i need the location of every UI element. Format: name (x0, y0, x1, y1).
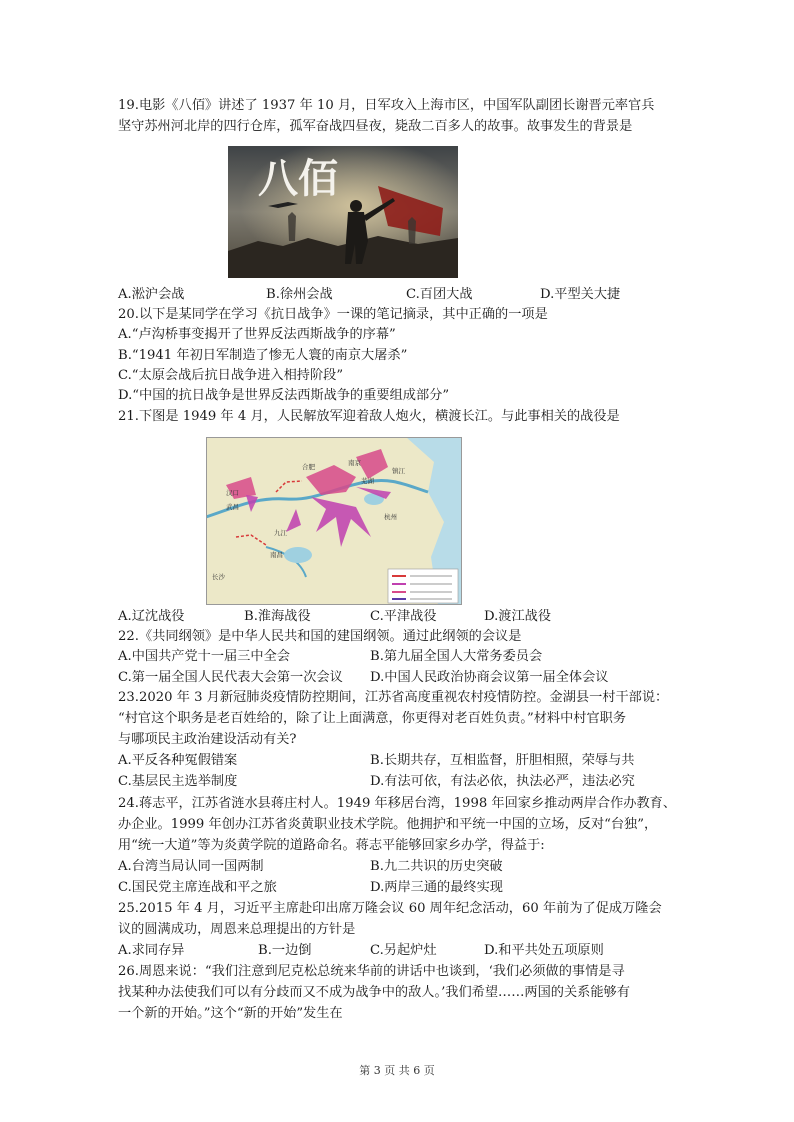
q24-stem-line-1: 24.蒋志平，江苏省涟水县蒋庄村人。1949 年移居台湾，1998 年回家乡推动两岸合作办教育、 (118, 796, 677, 811)
q24-stem-line-3: 用“统一大道”等为炎黄学院的道路命名。蒋志平能够回家乡办学，得益于: (118, 838, 545, 853)
q22-option-b[interactable]: B.第九届全国人大常务委员会 (370, 649, 543, 664)
map-label-jiujiang: 九江 (274, 529, 287, 537)
q19-stem-line-1: 19.电影《八佰》讲述了 1937 年 10 月，日军攻入上海市区，中国军队副团长谢晋元率官兵 (118, 98, 655, 113)
q21-option-d[interactable]: D.渡江战役 (484, 609, 552, 624)
q23-stem-line-3: 与哪项民主政治建设活动有关? (118, 732, 297, 747)
q21-option-a[interactable]: A.辽沈战役 (118, 609, 185, 624)
poster-title: 八佰 (258, 155, 338, 202)
q26-stem-line-2: 找某种办法使我们可以有分歧而又不成为战争中的敌人。’我们希望……两国的关系能够有 (118, 985, 630, 1000)
q26-stem-line-1: 26.周恩来说：“我们注意到尼克松总统来华前的讲话中也谈到，‘我们必须做的事情是寻 (118, 964, 625, 979)
q19-option-d[interactable]: D.平型关大捷 (540, 287, 621, 302)
q20-stem: 20.以下是某同学在学习《抗日战争》一课的笔记摘录，其中正确的一项是 (118, 307, 548, 322)
q19-option-b[interactable]: B.徐州会战 (266, 287, 333, 302)
q22-option-d[interactable]: D.中国人民政治协商会议第一届全体会议 (370, 670, 609, 685)
map-label-nanchang: 南昌 (270, 551, 283, 559)
q25-stem-line-1: 25.2015 年 4 月，习近平主席赴印出席万隆会议 60 周年纪念活动，60 年前为了促成万隆会 (118, 901, 662, 916)
q24-option-b[interactable]: B.九二共识的历史突破 (370, 859, 503, 874)
q24-option-d[interactable]: D.两岸三通的最终实现 (370, 880, 503, 895)
q22-option-a[interactable]: A.中国共产党十一届三中全会 (118, 649, 290, 664)
q19-stem-line-2: 坚守苏州河北岸的四行仓库，孤军奋战四昼夜，毙敌二百多人的故事。故事发生的背景是 (118, 119, 633, 134)
poster-graphic (228, 146, 458, 278)
movie-poster-image (228, 146, 458, 278)
q23-stem-line-1: 23.2020 年 3 月新冠肺炎疫情防控期间，江苏省高度重视农村疫情防控。金湖县一村干部说： (118, 690, 669, 705)
q20-option-c[interactable]: C.“太原会战后抗日战争进入相持阶段” (118, 368, 344, 383)
q20-option-b[interactable]: B.“1941 年初日军制造了惨无人寰的南京大屠杀” (118, 348, 408, 363)
crossing-river-map (206, 437, 462, 605)
q23-option-b[interactable]: B.长期共存，互相监督，肝胆相照，荣辱与共 (370, 753, 635, 768)
map-label-changsha: 长沙 (212, 573, 225, 581)
map-graphic (206, 437, 462, 605)
q24-option-a[interactable]: A.台湾当局认同一国两制 (118, 859, 264, 874)
q25-option-b[interactable]: B.一边倒 (258, 943, 312, 958)
map-label-hankou: 汉口 (226, 489, 239, 497)
q20-option-a[interactable]: A.“卢沟桥事变揭开了世界反法西斯战争的序幕” (118, 327, 396, 342)
map-label-hangzhou: 杭州 (384, 513, 397, 521)
q21-option-c[interactable]: C.平津战役 (370, 609, 437, 624)
q22-option-c[interactable]: C.第一届全国人民代表大会第一次会议 (118, 670, 343, 685)
map-label-wuchang: 武昌 (226, 503, 239, 511)
q22-stem: 22.《共同纲领》是中华人民共和国的建国纲领。通过此纲领的会议是 (118, 629, 522, 644)
q25-option-a[interactable]: A.求同存异 (118, 943, 185, 958)
q19-option-a[interactable]: A.淞沪会战 (118, 287, 185, 302)
q23-option-c[interactable]: C.基层民主选举制度 (118, 774, 238, 789)
q25-option-d[interactable]: D.和平共处五项原则 (484, 943, 604, 958)
q26-stem-line-3: 一个新的开始。”这个“新的开始”发生在 (118, 1006, 343, 1021)
q21-option-b[interactable]: B.淮海战役 (244, 609, 311, 624)
q23-option-d[interactable]: D.有法可依，有法必依，执法必严，违法必究 (370, 774, 635, 789)
map-label-wuhu: 芜湖 (361, 477, 374, 485)
q23-option-a[interactable]: A.平反各种冤假错案 (118, 753, 238, 768)
q24-option-c[interactable]: C.国民党主席连战和平之旅 (118, 880, 277, 895)
map-label-nanjing: 南京 (348, 459, 361, 467)
q23-stem-line-2: “村官这个职务是老百姓给的，除了让上面满意，你更得对老百姓负责。”材料中村官职务 (118, 711, 627, 726)
map-label-hefei: 合肥 (302, 463, 315, 471)
map-label-zhenjiang: 镇江 (392, 467, 405, 475)
map-legend (388, 569, 458, 603)
q25-option-c[interactable]: C.另起炉灶 (370, 943, 437, 958)
page-footer: 第 3 页 共 6 页 (359, 1064, 435, 1077)
q25-stem-line-2: 议的圆满成功，周恩来总理提出的方针是 (118, 922, 356, 937)
q19-option-c[interactable]: C.百团大战 (406, 287, 473, 302)
q20-option-d[interactable]: D.“中国的抗日战争是世界反法西斯战争的重要组成部分” (118, 388, 450, 403)
q24-stem-line-2: 办企业。1999 年创办江苏省炎黄职业技术学院。他拥护和平统一中国的立场，反对“台独”， (118, 817, 658, 832)
q21-stem: 21.下图是 1949 年 4 月，人民解放军迎着敌人炮火，横渡长江。与此事相关的战役是 (118, 409, 620, 424)
